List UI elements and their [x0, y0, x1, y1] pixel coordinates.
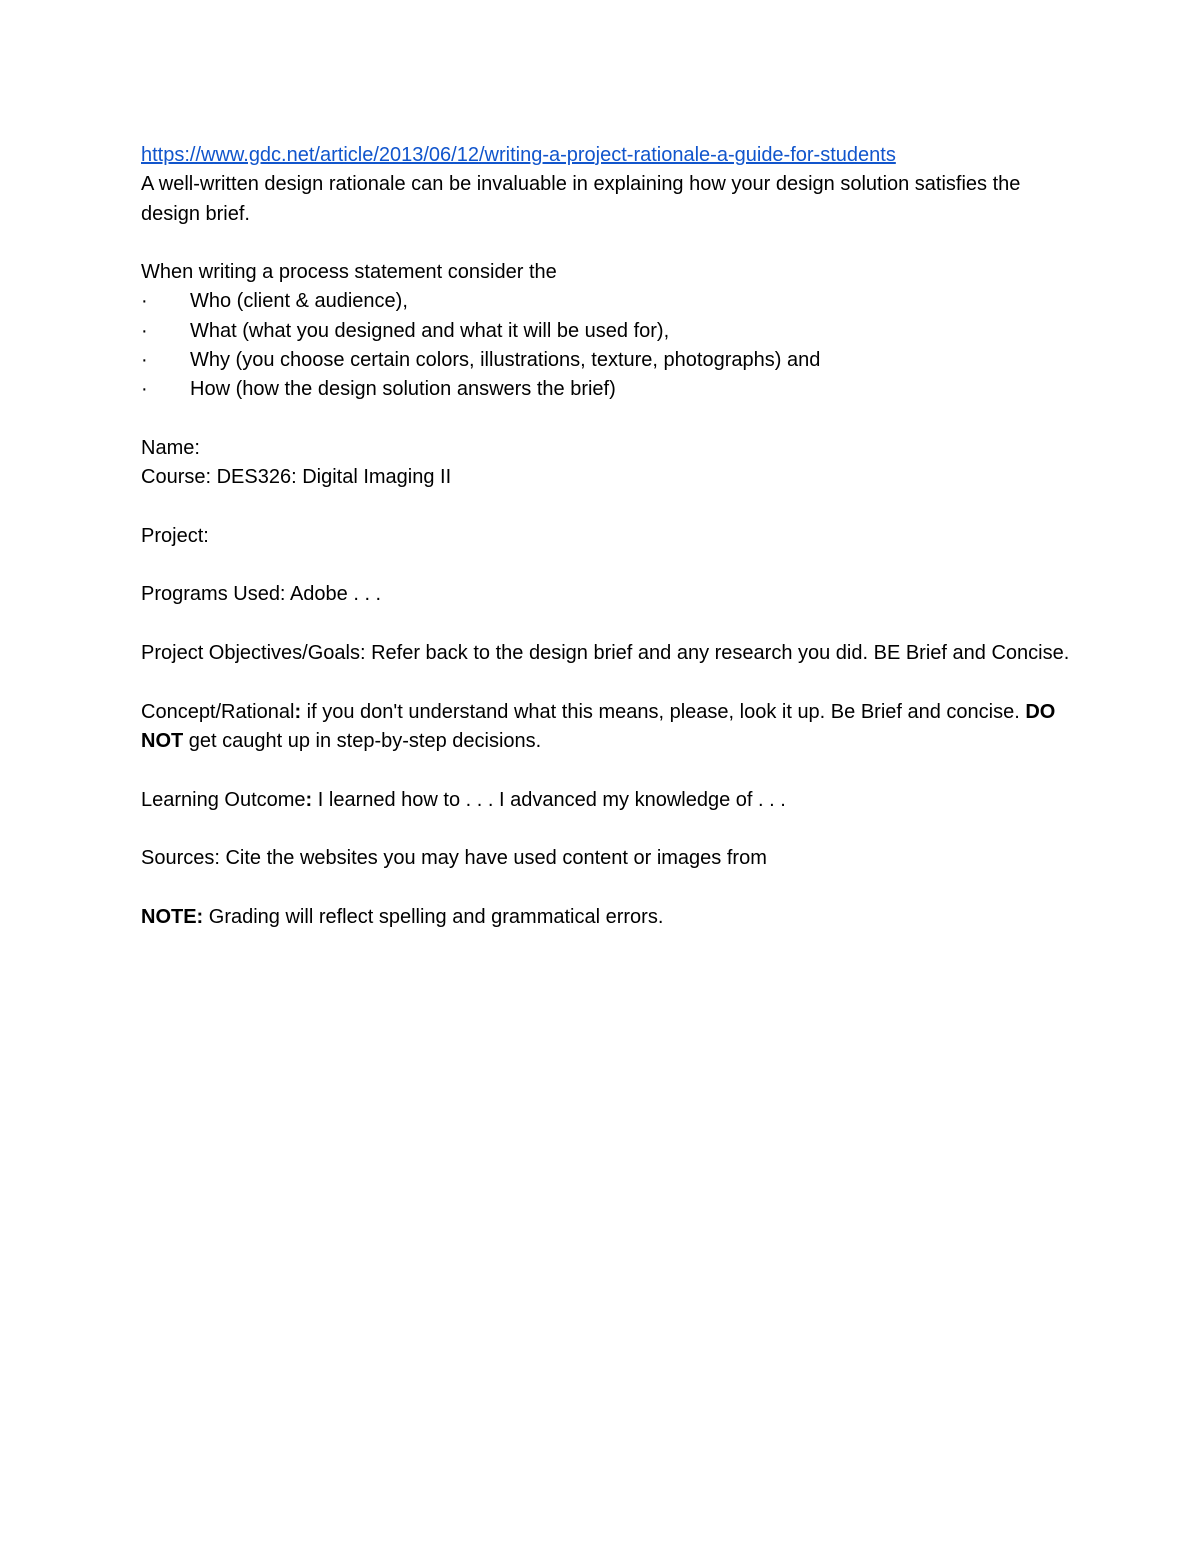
- spacer: [141, 493, 1071, 522]
- sources-field: Sources: Cite the websites you may have used content or images from: [141, 847, 767, 870]
- bullet-mark: ·: [141, 319, 148, 342]
- learning-label: Learning Outcome: [141, 788, 306, 811]
- note-field: [141, 903, 1071, 932]
- list-item: [141, 346, 1071, 375]
- spacer: [141, 405, 1071, 434]
- spacer: [141, 229, 1071, 258]
- concept-emphasis: DO NOT: [141, 700, 1056, 752]
- document-body: [141, 141, 1071, 932]
- concept-field: [141, 698, 1071, 757]
- article-link[interactable]: https://www.gdc.net/article/2013/06/12/writing-a-project-rationale-a-guide-for-students: [141, 144, 896, 166]
- note-text: Grading will reflect spelling and grammatical errors.: [203, 905, 664, 928]
- project-field: Project:: [141, 524, 209, 547]
- spacer: [141, 668, 1071, 697]
- process-heading: When writing a process statement consider the: [141, 261, 557, 284]
- course-field: Course: DES326: Digital Imaging II: [141, 466, 452, 489]
- name-field: Name:: [141, 436, 200, 459]
- learning-text: I learned how to . . . I advanced my knowledge of . . .: [312, 788, 786, 811]
- list-item: [141, 317, 1071, 346]
- programs-field: Programs Used: Adobe . . .: [141, 583, 382, 606]
- bullet-text: What (what you designed and what it will be used for),: [190, 319, 670, 342]
- bullet-text: Why (you choose certain colors, illustrations, texture, photographs) and: [190, 349, 821, 372]
- bullet-list: [141, 287, 1071, 404]
- spacer: [141, 610, 1071, 639]
- learning-colon: :: [305, 788, 313, 811]
- note-label: NOTE:: [141, 905, 204, 928]
- spacer: [141, 756, 1071, 785]
- bullet-mark: ·: [141, 290, 148, 313]
- bullet-mark: ·: [141, 378, 148, 401]
- bullet-text: Who (client & audience),: [190, 290, 408, 313]
- concept-label: Concept/Rational: [141, 700, 295, 723]
- list-item: [141, 375, 1071, 404]
- concept-text-end: get caught up in step-by-step decisions.: [183, 729, 542, 752]
- list-item: [141, 287, 1071, 316]
- bullet-text: How (how the design solution answers the brief): [190, 378, 616, 401]
- spacer: [141, 873, 1071, 902]
- spacer: [141, 815, 1071, 844]
- bullet-mark: ·: [141, 349, 148, 372]
- concept-colon: :: [294, 700, 302, 723]
- objectives-field: Project Objectives/Goals: Refer back to the design brief and any research you did. BE Brief and Concise.: [141, 642, 1070, 665]
- intro-paragraph: A well-written design rationale can be invaluable in explaining how your design solution satisfies the design brief.: [141, 173, 1021, 225]
- concept-text: if you don't understand what this means, please, look it up. Be Brief and concise.: [301, 700, 1026, 723]
- spacer: [141, 551, 1071, 580]
- learning-field: [141, 786, 1071, 815]
